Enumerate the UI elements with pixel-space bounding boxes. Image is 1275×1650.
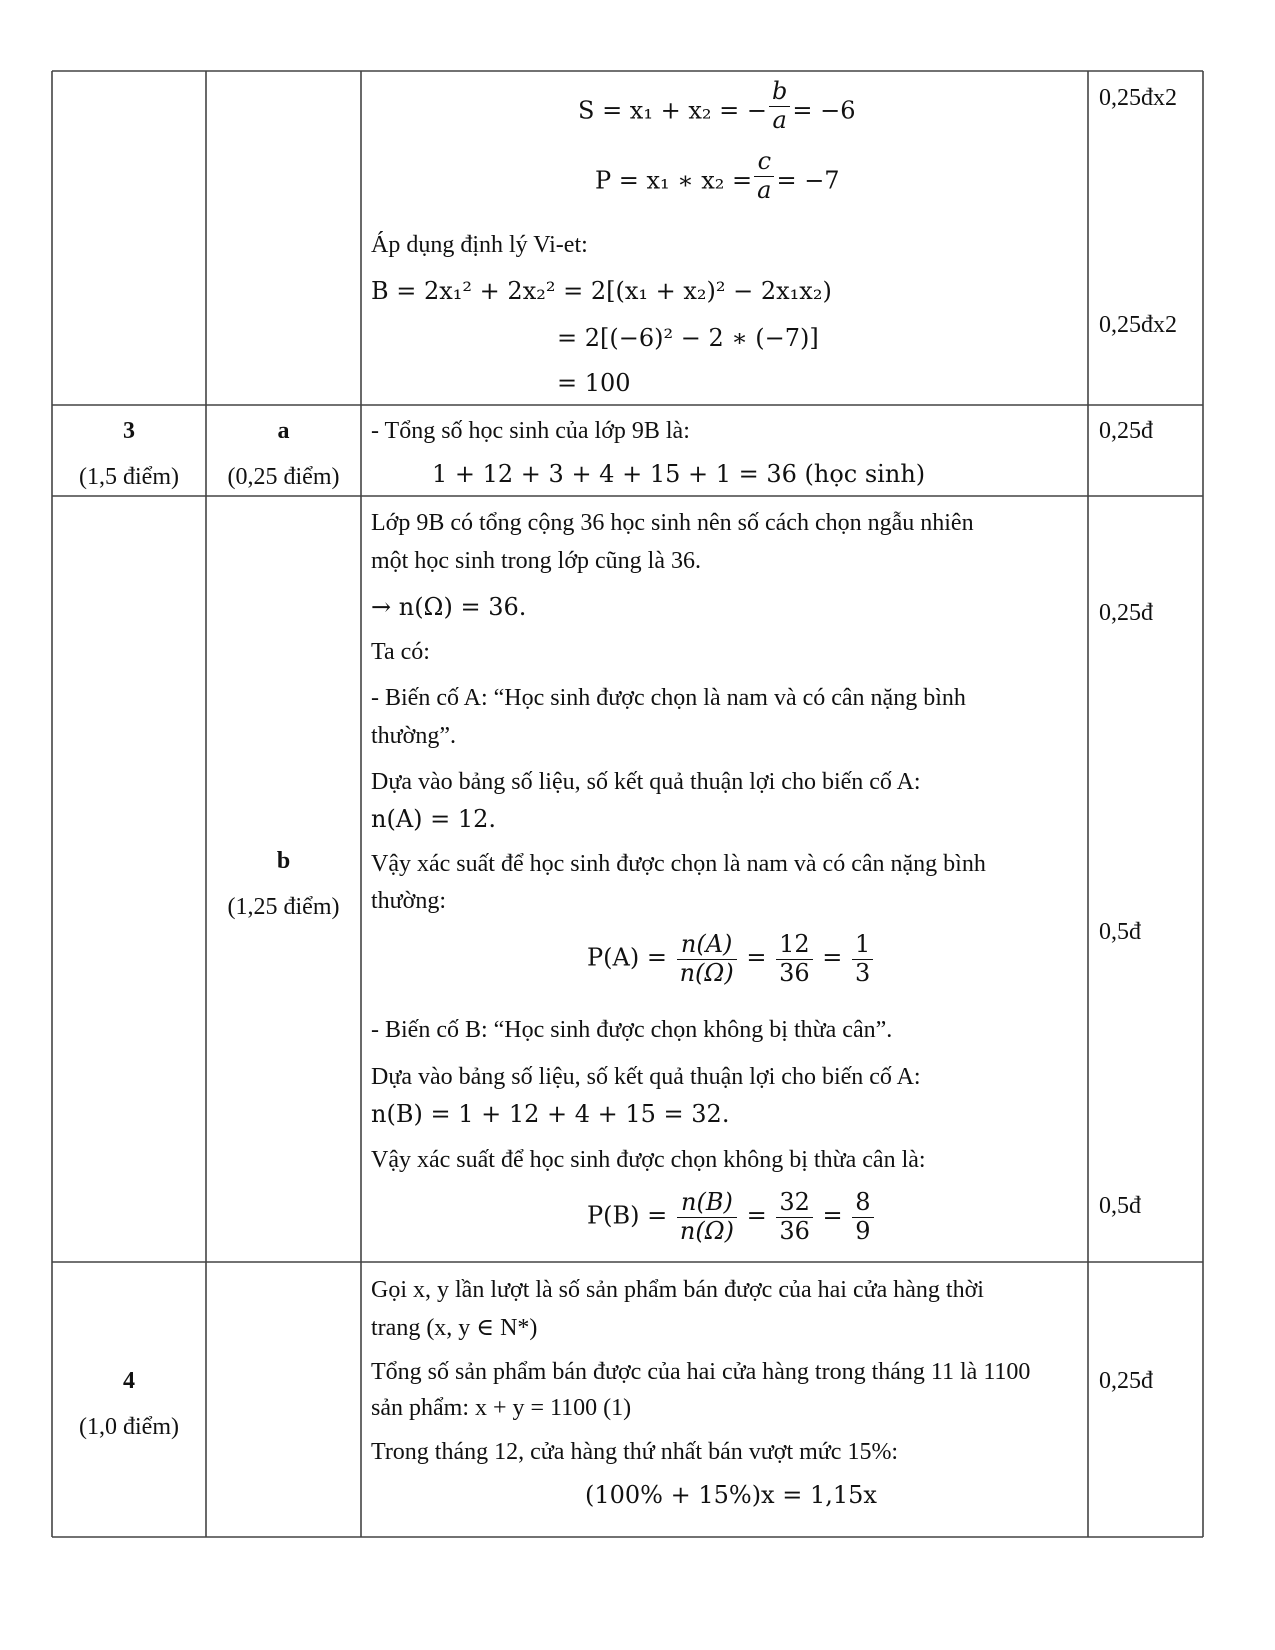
answer-formula: n(B) = 1 + 12 + 4 + 15 = 32.: [371, 1100, 730, 1128]
score-cell: 0,5đ: [1099, 1193, 1141, 1219]
answer-formula: (100% + 15%)x = 1,15x: [585, 1481, 877, 1509]
answer-text: thường:: [371, 888, 447, 914]
fraction-denominator: 36: [779, 1216, 810, 1245]
probability-a-formula: P(A) = $\frac{n(A)}{n(\Omega)}$ = $\frac{12}{36}$ = $\frac{1}{3}$: [587, 931, 875, 987]
answer-formula: → n(Ω) = 36.: [371, 593, 527, 621]
answer-text: Vậy xác suất để học sinh được chọn là nam và có cân nặng bình: [371, 851, 986, 877]
viet-label: Áp dụng định lý Vi-et:: [371, 232, 588, 258]
score-cell: 0,25đx2: [1099, 312, 1177, 338]
answer-text: trang (x, y ∈ N*): [371, 1315, 538, 1341]
fraction-denominator: n(Ω): [679, 958, 734, 987]
product-formula-numerator: c: [754, 148, 774, 177]
sum-formula-rhs: = −6: [792, 96, 856, 125]
part-points: (1,25 điểm): [227, 894, 340, 920]
part-label: a: [277, 418, 290, 444]
fraction-numerator: 8: [852, 1189, 873, 1218]
answer-text: Dựa vào bảng số liệu, số kết quả thuận lợi cho biến cố A:: [371, 1064, 921, 1090]
score-cell: 0,25đ: [1099, 418, 1153, 444]
probability-b-lhs: P(B) =: [587, 1201, 668, 1230]
answer-text: - Biến cố A: “Học sinh được chọn là nam và có cân nặng bình: [371, 685, 966, 711]
product-formula: [595, 147, 840, 204]
question-number: 3: [123, 418, 135, 444]
score-cell: 0,25đ: [1099, 1368, 1153, 1394]
fraction-numerator: 1: [852, 931, 873, 960]
score-cell: 0,5đ: [1099, 919, 1141, 945]
fraction-denominator: 36: [779, 958, 810, 987]
answer-text: một học sinh trong lớp cũng là 36.: [371, 548, 701, 574]
answer-text: Gọi x, y lần lượt là số sản phẩm bán được của hai cửa hàng thời: [371, 1277, 984, 1303]
fraction-denominator: 3: [854, 958, 871, 987]
fraction-numerator: n(A): [677, 931, 737, 960]
question-points: (1,5 điểm): [79, 464, 179, 490]
b-expression-line-1: B = 2x₁² + 2x₂² = 2[(x₁ + x₂)² − 2x₁x₂): [371, 277, 832, 305]
answer-text: Tổng số sản phẩm bán được của hai cửa hàng trong tháng 11 là 1100: [371, 1359, 1031, 1385]
fraction-numerator: 12: [776, 931, 813, 960]
sum-formula-lhs: S = x₁ + x₂ = −: [578, 96, 767, 125]
answer-text: Vậy xác suất để học sinh được chọn không bị thừa cân là:: [371, 1147, 926, 1173]
answer-text: Trong tháng 12, cửa hàng thứ nhất bán vượt mức 15%:: [371, 1439, 899, 1465]
fraction-denominator: n(Ω): [679, 1216, 734, 1245]
answer-text: - Tổng số học sinh của lớp 9B là:: [371, 418, 690, 444]
sum-formula-denominator: a: [772, 105, 787, 134]
probability-b-formula: P(B) = $\frac{n(B)}{n(\Omega)}$ = $\frac{32}{36}$ = $\frac{8}{9}$: [587, 1189, 876, 1245]
question-points: (1,0 điểm): [79, 1414, 179, 1440]
answer-text: Ta có:: [371, 639, 430, 665]
product-formula-lhs: P = x₁ ∗ x₂ =: [595, 166, 753, 195]
score-cell: 0,25đ: [1099, 600, 1153, 626]
answer-text: thường”.: [371, 723, 457, 749]
b-expression-line-2: = 2[(−6)² − 2 ∗ (−7)]: [557, 324, 819, 352]
answer-formula: n(A) = 12.: [371, 805, 497, 833]
fraction-numerator: n(B): [677, 1189, 737, 1218]
score-cell: 0,25đx2: [1099, 85, 1177, 111]
b-expression-line-3: = 100: [557, 369, 631, 397]
probability-a-lhs: P(A) =: [587, 943, 667, 972]
part-label: b: [276, 848, 291, 874]
fraction-numerator: 32: [776, 1189, 813, 1218]
answer-text: - Biến cố B: “Học sinh được chọn không bị thừa cân”.: [371, 1017, 893, 1043]
product-formula-denominator: a: [757, 175, 772, 204]
fraction-denominator: 9: [855, 1216, 871, 1245]
question-number: 4: [123, 1368, 135, 1394]
product-formula-rhs: = −7: [776, 166, 840, 195]
sum-formula-numerator: b: [769, 78, 790, 107]
part-points: (0,25 điểm): [227, 464, 340, 490]
sum-formula: [578, 77, 856, 134]
answer-text: Lớp 9B có tổng cộng 36 học sinh nên số cách chọn ngẫu nhiên: [371, 510, 974, 536]
answer-text: sản phẩm: x + y = 1100 (1): [371, 1395, 632, 1421]
answer-formula: 1 + 12 + 3 + 4 + 15 + 1 = 36 (học sinh): [432, 460, 926, 488]
answer-text: Dựa vào bảng số liệu, số kết quả thuận lợi cho biến cố A:: [371, 769, 921, 795]
